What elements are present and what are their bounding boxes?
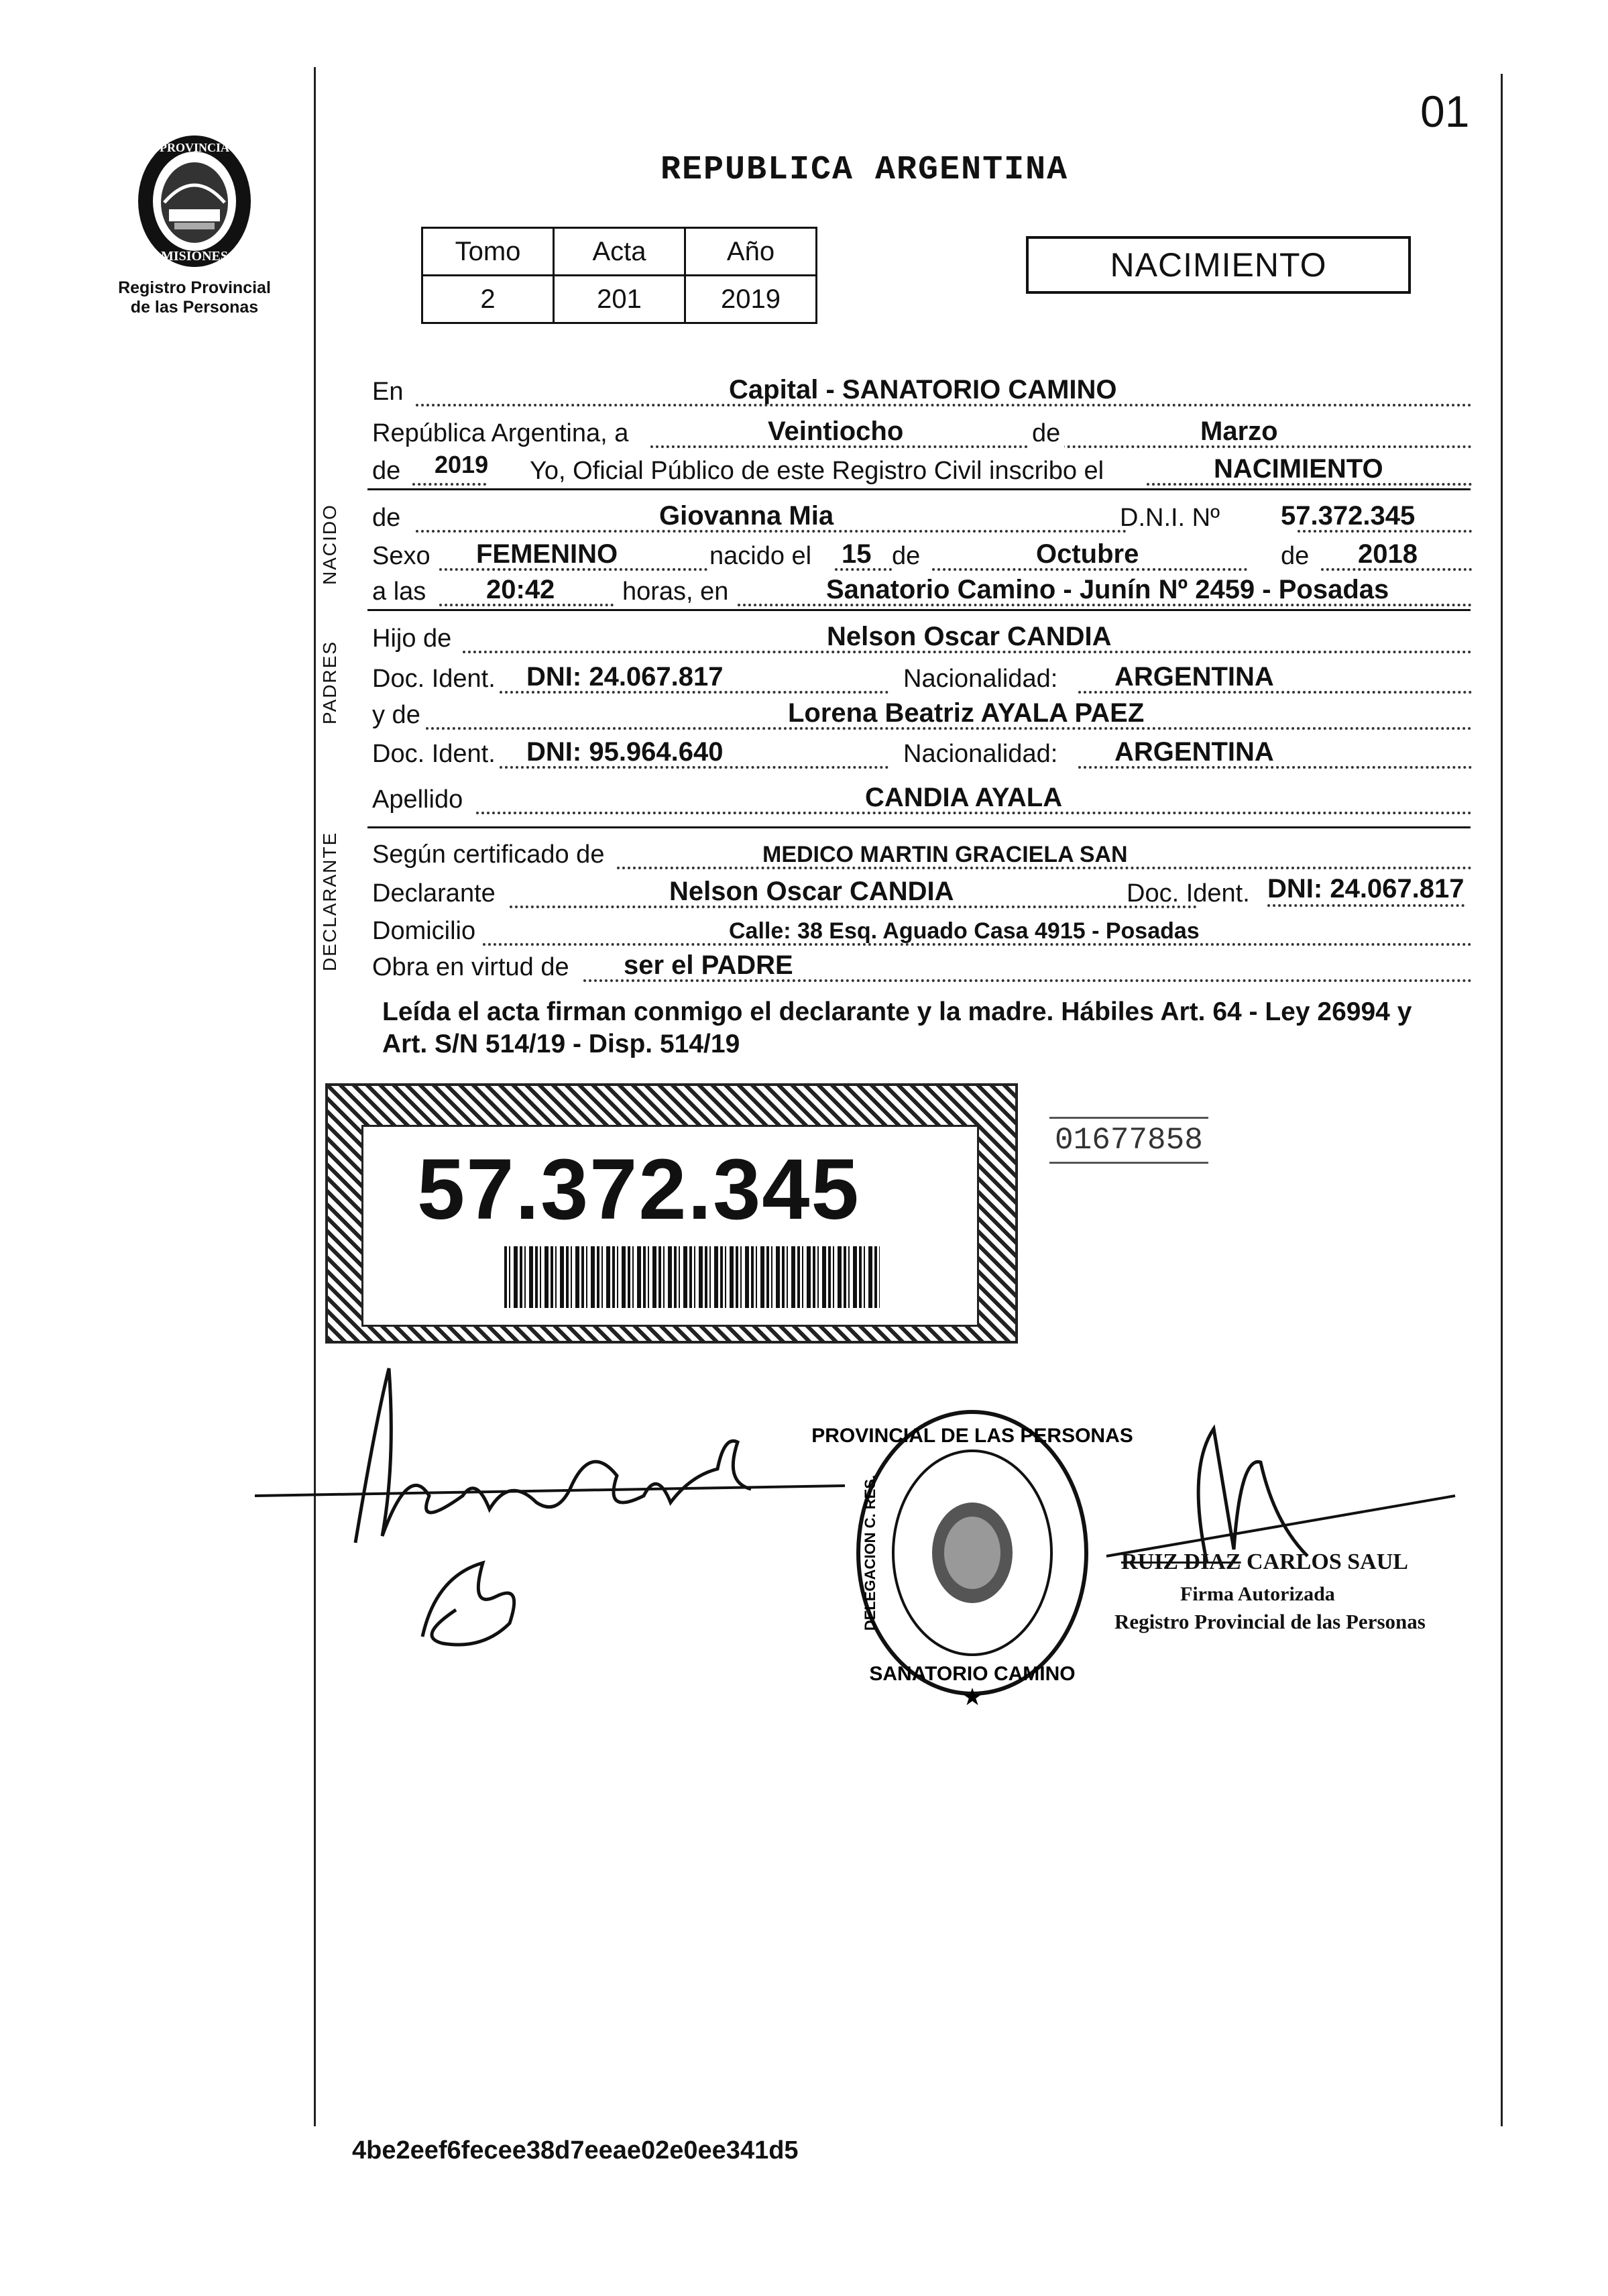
mother-nationality: ARGENTINA (1114, 737, 1274, 767)
born-label: nacido el (709, 542, 812, 570)
de-label-2: de (892, 542, 921, 570)
stamp-inner (361, 1125, 979, 1327)
tomo-value: 2 (422, 276, 554, 323)
right-margin-line (1501, 74, 1503, 2126)
father-nationality: ARGENTINA (1114, 662, 1274, 692)
dni-stamp (325, 1083, 1018, 1344)
child-name: Giovanna Mia (659, 501, 834, 531)
row-date (369, 411, 1472, 451)
child-of-label: Hijo de (372, 624, 452, 653)
tomo-header: Tomo (422, 228, 554, 276)
hours-label: horas, en (622, 578, 729, 606)
declarant-label: Declarante (372, 879, 496, 908)
father-doc: DNI: 24.067.817 (526, 662, 724, 692)
left-margin-line (314, 67, 316, 2126)
svg-text:★: ★ (961, 1683, 984, 1710)
row-year (369, 448, 1472, 488)
year-value: 2019 (435, 451, 489, 478)
mother-doc: DNI: 95.964.640 (526, 737, 724, 767)
anio-value: 2019 (685, 276, 817, 323)
signatory-name-main: CARLOS SAUL (1247, 1549, 1408, 1574)
svg-text:PROVINCIA: PROVINCIA (159, 141, 230, 154)
row-declarant (369, 871, 1472, 911)
logo-caption-line2: de las Personas (130, 298, 259, 317)
row-father-doc (369, 656, 1472, 696)
section-declarante: DECLARANTE (319, 831, 340, 971)
padres-underline (367, 826, 1471, 828)
svg-text:MISIONES: MISIONES (160, 249, 229, 264)
misiones-crest-icon (127, 127, 262, 275)
row-time-place (369, 569, 1472, 609)
row-mother (369, 692, 1472, 732)
signatory-role: Firma Autorizada (1180, 1583, 1335, 1605)
place-value: Capital - SANATORIO CAMINO (729, 375, 1117, 404)
row-child-name (369, 495, 1472, 535)
stamp-dni-number: 57.372.345 (417, 1142, 860, 1238)
act-value: NACIMIENTO (1214, 454, 1383, 484)
birth-month: Octubre (1036, 539, 1139, 569)
certificate-label: Según certificado de (372, 840, 605, 869)
father-nat-label: Nacionalidad: (903, 665, 1058, 693)
and-of-label: y de (372, 701, 420, 729)
de-label: de (1028, 419, 1064, 448)
reference-table (421, 227, 817, 324)
birth-location: Sanatorio Camino - Junín Nº 2459 - Posadas (826, 575, 1389, 604)
sex-label: Sexo (372, 542, 430, 570)
name-label: de (372, 504, 401, 532)
day-value: Veintiocho (768, 417, 904, 446)
province-logo (114, 127, 275, 317)
reason-label: Obra en virtud de (372, 953, 569, 981)
date-underline (367, 488, 1471, 490)
birth-time: 20:42 (486, 575, 555, 604)
country-title: REPUBLICA ARGENTINA (661, 151, 1069, 189)
row-sex-birth (369, 533, 1472, 573)
row-certificate (369, 832, 1472, 872)
signatory-name (1121, 1549, 1408, 1575)
signatory-name-struck: RUIZ DIAZ (1121, 1549, 1241, 1574)
address-value: Calle: 38 Esq. Aguado Casa 4915 - Posadas (729, 918, 1200, 944)
signatory-organization: Registro Provincial de las Personas (1114, 1610, 1426, 1633)
certificate-value: MEDICO MARTIN GRACIELA SAN (762, 842, 1128, 867)
child-dni: 57.372.345 (1281, 501, 1416, 531)
republic-label: República Argentina, a (372, 419, 629, 447)
logo-caption-line1: Registro Provincial (118, 278, 271, 297)
mother-nat-label: Nacionalidad: (903, 740, 1058, 768)
serial-number: 01677858 (1049, 1117, 1208, 1164)
birth-year: 2018 (1358, 539, 1418, 569)
father-name: Nelson Oscar CANDIA (827, 622, 1112, 651)
document-hash: 4be2eef6fecee38d7eeae02e0ee341d5 (352, 2136, 799, 2165)
nacido-underline (367, 609, 1471, 611)
surname-value: CANDIA AYALA (865, 783, 1063, 812)
declarant-name: Nelson Oscar CANDIA (669, 877, 954, 906)
seal-left-text: DELEGACION C. RES. (862, 1474, 878, 1631)
seal-top-text: PROVINCIAL DE LAS PERSONAS (811, 1425, 1133, 1447)
statement-text: Yo, Oficial Público de este Registro Civil inscribo el (530, 457, 1104, 485)
seal-bottom-text: SANATORIO CAMINO (869, 1663, 1076, 1685)
place-label: En (372, 378, 404, 406)
birth-day: 15 (842, 539, 872, 569)
declarant-doc-label: Doc. Ident. (1127, 879, 1250, 908)
section-padres: PADRES (319, 640, 340, 724)
row-address (369, 908, 1472, 948)
act-type-box: NACIMIENTO (1026, 236, 1411, 294)
page-number: 01 (1420, 87, 1470, 136)
row-surname (369, 777, 1472, 817)
mother-doc-label: Doc. Ident. (372, 740, 496, 768)
row-mother-doc (369, 731, 1472, 771)
declarant-doc: DNI: 24.067.817 (1267, 874, 1465, 907)
sex-value: FEMENINO (476, 539, 618, 569)
official-signature-icon (1106, 1415, 1469, 1570)
official-seal-icon (811, 1402, 1133, 1710)
reason-value: ser el PADRE (624, 950, 793, 980)
time-label: a las (372, 578, 426, 606)
declarant-signature-icon (255, 1342, 858, 1663)
address-label: Domicilio (372, 917, 476, 945)
anio-header: Año (685, 228, 817, 276)
dni-label: D.N.I. Nº (1120, 504, 1220, 532)
row-reason (369, 944, 1472, 985)
father-doc-label: Doc. Ident. (372, 665, 496, 693)
de-label-3: de (1281, 542, 1310, 570)
acta-value: 201 (554, 276, 685, 323)
acta-header: Acta (554, 228, 685, 276)
section-nacido: NACIDO (319, 504, 340, 585)
row-father (369, 616, 1472, 656)
month-value: Marzo (1200, 417, 1278, 446)
mother-name: Lorena Beatriz AYALA PAEZ (788, 698, 1145, 728)
row-place (369, 369, 1472, 409)
surname-label: Apellido (372, 785, 463, 814)
legal-text: Leída el acta firman conmigo el declarante y la madre. Hábiles Art. 64 - Ley 26994 y Art. S/N 514/19 - Disp. 514/19 (382, 997, 1412, 1058)
year-prefix: de (372, 457, 401, 485)
barcode-icon (504, 1246, 880, 1308)
